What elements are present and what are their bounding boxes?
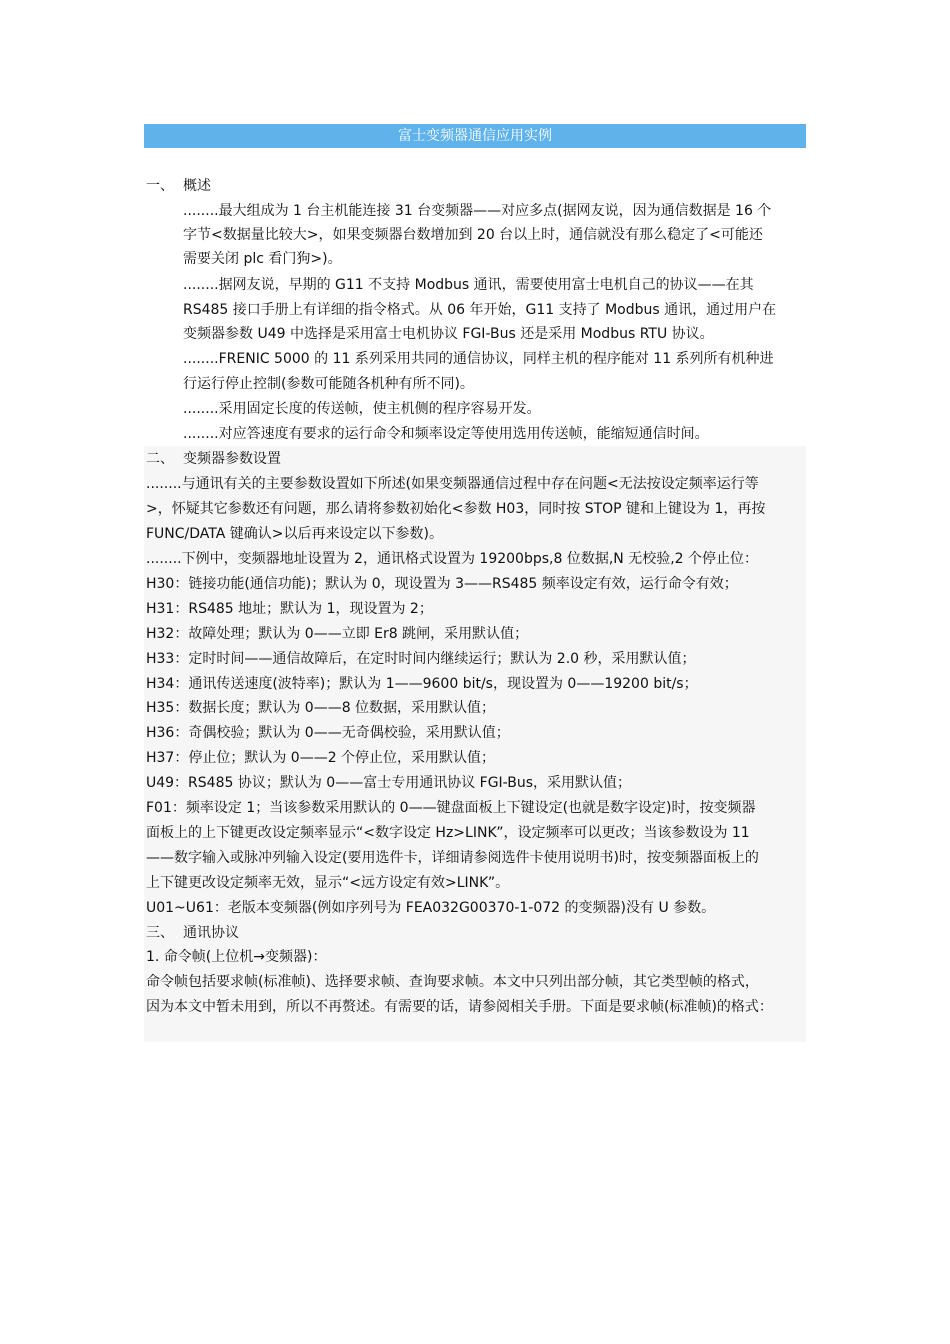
section-number: 二、 xyxy=(146,451,174,467)
document-title: 富士变频器通信应用实例 xyxy=(144,124,806,148)
paragraph-line: ........下例中，变频器地址设置为 2，通讯格式设置为 19200bps,8 位数据,N 无校验,2 个停止位： xyxy=(146,551,758,567)
paragraph-line: 1. 命令帧(上位机→变频器)： xyxy=(146,949,327,965)
parameter-line: U01~U61：老版本变频器(例如序列号为 FEA032G00370-1-072 的变频器)没有 U 参数。 xyxy=(146,900,716,916)
paragraph-line: ........对应答速度有要求的运行命令和频率设定等使用选用传送帧，能缩短通信时间。 xyxy=(183,426,709,442)
parameter-line: 上下键更改设定频率无效，显示“<远方设定有效>LINK”。 xyxy=(146,875,510,891)
parameter-line: H36：奇偶校验；默认为 0——无奇偶校验，采用默认值； xyxy=(146,725,510,741)
parameter-line: H31：RS485 地址；默认为 1，现设置为 2； xyxy=(146,601,433,617)
paragraph-line: >，怀疑其它参数还有问题，那么请将参数初始化<参数 H03，同时按 STOP 键和上键设为 1，再按 xyxy=(146,501,766,517)
parameter-line: H32：故障处理；默认为 0——立即 Er8 跳闸，采用默认值； xyxy=(146,626,529,642)
parameter-line: H37：停止位；默认为 0——2 个停止位，采用默认值； xyxy=(146,750,496,766)
paragraph-line: ........FRENIC 5000 的 11 系列采用共同的通信协议，同样主机的程序能对 11 系列所有机种进 xyxy=(183,351,774,367)
paragraph-line: 需要关闭 plc 看门狗>)。 xyxy=(183,251,342,267)
paragraph-line: 变频器参数 U49 中选择是采用富士电机协议 FGI-Bus 还是采用 Modbus RTU 协议。 xyxy=(183,326,714,342)
paragraph-line: 行运行停止控制(参数可能随各机种有所不同)。 xyxy=(183,376,474,392)
parameter-line: ——数字输入或脉冲列输入设定(要用选件卡，详细请参阅选件卡使用说明书)时，按变频器面板上的 xyxy=(146,850,759,866)
parameter-line: F01：频率设定 1；当该参数采用默认的 0——键盘面板上下键设定(也就是数字设定)时，按变频器 xyxy=(146,800,756,816)
paragraph-line: RS485 接口手册上有详细的指令格式。从 06 年开始，G11 支持了 Modbus 通讯，通过用户在 xyxy=(183,302,777,318)
paragraph-line: FUNC/DATA 键确认>以后再来设定以下参数)。 xyxy=(146,526,443,542)
paragraph-line: 因为本文中暂未用到，所以不再赘述。有需要的话，请参阅相关手册。下面是要求帧(标准帧)的格式： xyxy=(146,999,773,1015)
parameter-line: H35：数据长度；默认为 0——8 位数据，采用默认值； xyxy=(146,700,496,716)
parameter-line: 面板上的上下键更改设定频率显示“<数字设定 Hz>LINK”，设定频率可以更改；当该参数设为 11 xyxy=(146,825,750,841)
parameter-line: H34：通讯传送速度(波特率)；默认为 1——9600 bit/s，现设置为 0——19200 bit/s； xyxy=(146,676,698,692)
section-number: 一、 xyxy=(146,178,174,194)
parameter-line: U49：RS485 协议；默认为 0——富士专用通讯协议 FGI-Bus，采用默认值； xyxy=(146,775,632,791)
paragraph-line: ........据网友说，早期的 G11 不支持 Modbus 通讯，需要使用富士电机自己的协议——在其 xyxy=(183,277,754,293)
paragraph-line: ........与通讯有关的主要参数设置如下所述(如果变频器通信过程中存在问题<无法按设定频率运行等 xyxy=(146,476,759,492)
section-title: 通讯协议 xyxy=(183,925,239,941)
section-number: 三、 xyxy=(146,925,174,941)
section-title: 概述 xyxy=(183,178,211,194)
section-title: 变频器参数设置 xyxy=(183,451,281,467)
paragraph-line: ........采用固定长度的传送帧，使主机侧的程序容易开发。 xyxy=(183,401,541,417)
paragraph-line: 字节<数据量比较大>，如果变频器台数增加到 20 台以上时，通信就没有那么稳定了<可能还 xyxy=(183,227,763,243)
parameter-line: H33：定时时间——通信故障后，在定时时间内继续运行；默认为 2.0 秒，采用默认值； xyxy=(146,651,696,667)
paragraph-line: ........最大组成为 1 台主机能连接 31 台变频器——对应多点(据网友说，因为通信数据是 16 个 xyxy=(183,203,772,219)
parameter-line: H30：链接功能(通信功能)；默认为 0，现设置为 3——RS485 频率设定有效，运行命令有效； xyxy=(146,576,738,592)
paragraph-line: 命令帧包括要求帧(标准帧)、选择要求帧、查询要求帧。本文中只列出部分帧，其它类型帧的格式， xyxy=(146,974,759,990)
